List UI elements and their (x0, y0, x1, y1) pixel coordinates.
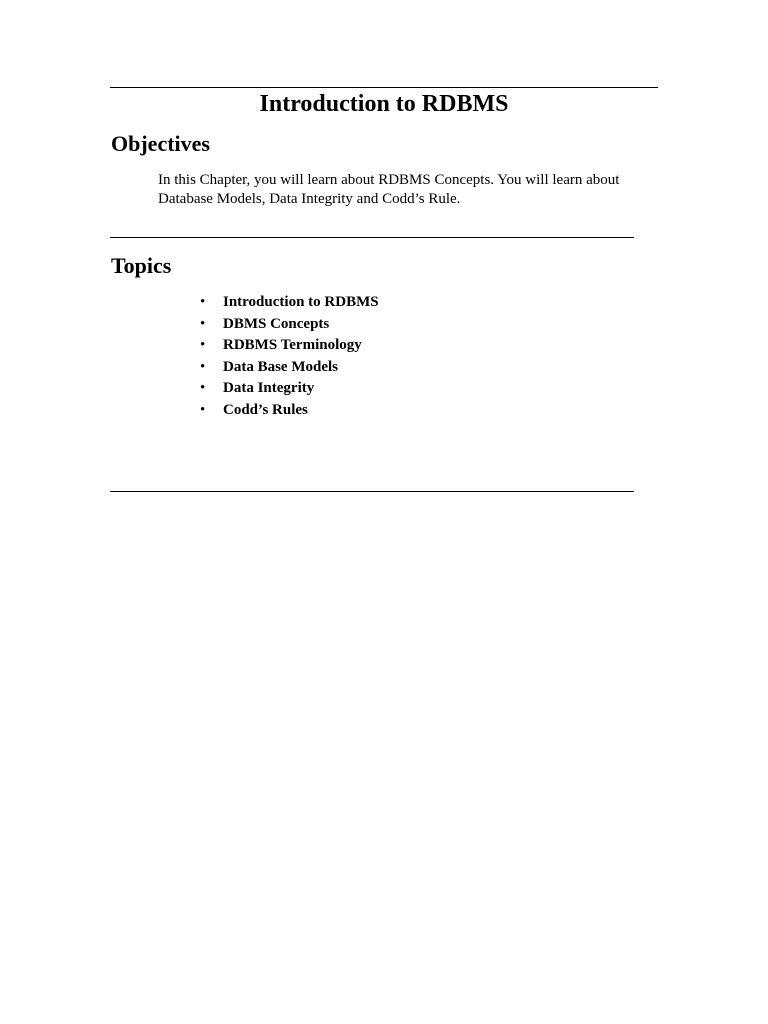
topic-label: Introduction to RDBMS (223, 294, 379, 310)
topic-label: RDBMS Terminology (223, 337, 362, 353)
bullet-icon: • (200, 401, 206, 418)
topic-item (197, 292, 379, 314)
topic-item (197, 378, 379, 400)
topic-label: DBMS Concepts (223, 315, 330, 332)
page-title: Introduction to RDBMS (259, 91, 509, 117)
topic-label: Data Integrity (223, 380, 315, 396)
objectives-heading: Objectives (111, 131, 210, 156)
bullet-icon: • (200, 315, 206, 332)
section-divider (110, 237, 634, 238)
topic-label: Data Base Models (223, 358, 338, 375)
top-divider (110, 87, 658, 88)
topics-list (197, 292, 379, 421)
bullet-icon: • (200, 380, 206, 396)
bullet-icon: • (200, 294, 206, 310)
topic-label: Codd’s Rules (223, 401, 308, 418)
bullet-icon: • (200, 358, 206, 375)
objectives-line: In this Chapter, you will learn about RDBMS Concepts. You will learn about (158, 172, 620, 188)
bottom-divider (110, 491, 634, 492)
objectives-line: Database Models, Data Integrity and Codd’s Rule. (158, 191, 461, 207)
topics-heading: Topics (111, 253, 172, 278)
topic-item (197, 314, 379, 336)
topic-item (197, 357, 379, 379)
topic-item (197, 400, 379, 422)
bullet-icon: • (200, 337, 206, 353)
objectives-paragraph (158, 171, 658, 209)
topic-item (197, 335, 379, 357)
